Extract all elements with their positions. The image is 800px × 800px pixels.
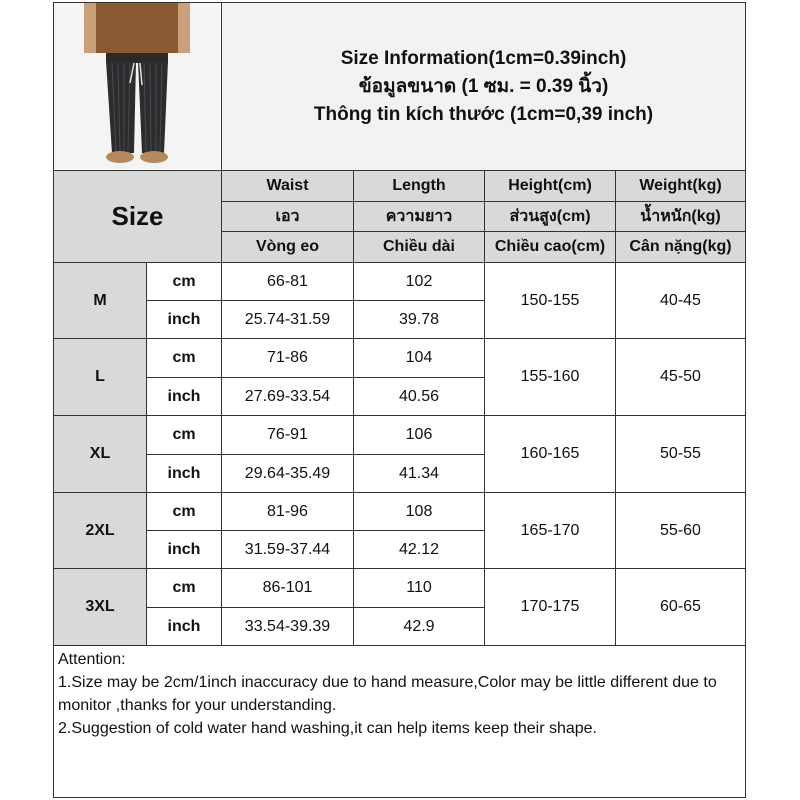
- length-inch: 39.78: [354, 301, 485, 339]
- unit-inch: inch: [147, 301, 222, 339]
- size-label: 3XL: [54, 569, 147, 646]
- waist-header-vi: Vòng eo: [222, 232, 354, 263]
- title-thai: ข้อมูลขนาด (1 ซม. = 0.39 นิ้ว): [358, 75, 609, 97]
- length-inch: 42.12: [354, 531, 485, 569]
- size-chart: [53, 2, 746, 798]
- length-cm: 106: [354, 416, 485, 455]
- unit-inch: inch: [147, 455, 222, 493]
- waist-cm: 81-96: [222, 493, 354, 531]
- waist-inch: 29.64-35.49: [222, 455, 354, 493]
- attention-notes: [54, 646, 745, 797]
- length-inch: 41.34: [354, 455, 485, 493]
- length-header-vi: Chiều dài: [354, 232, 485, 263]
- length-inch: 42.9: [354, 608, 485, 646]
- waist-inch: 31.59-37.44: [222, 531, 354, 569]
- size-label: 2XL: [54, 493, 147, 569]
- waist-header-en: Waist: [222, 171, 354, 202]
- length-inch: 40.56: [354, 378, 485, 416]
- weight-range: 60-65: [616, 569, 745, 646]
- model-pants-image: [54, 3, 220, 169]
- product-photo: [54, 3, 222, 171]
- height-range: 155-160: [485, 339, 616, 416]
- length-header-en: Length: [354, 171, 485, 202]
- notes-heading: Attention:: [58, 651, 126, 668]
- unit-cm: cm: [147, 339, 222, 378]
- height-header-vi: Chiều cao(cm): [485, 232, 616, 263]
- waist-inch: 27.69-33.54: [222, 378, 354, 416]
- unit-inch: inch: [147, 531, 222, 569]
- waist-inch: 33.54-39.39: [222, 608, 354, 646]
- unit-inch: inch: [147, 608, 222, 646]
- length-cm: 110: [354, 569, 485, 608]
- length-cm: 104: [354, 339, 485, 378]
- size-label: XL: [54, 416, 147, 493]
- length-header-th: ความยาว: [354, 202, 485, 232]
- weight-header-th: น้ำหนัก(kg): [616, 202, 745, 232]
- unit-inch: inch: [147, 378, 222, 416]
- chart-title: [222, 3, 745, 171]
- unit-cm: cm: [147, 493, 222, 531]
- length-cm: 102: [354, 263, 485, 301]
- unit-cm: cm: [147, 416, 222, 455]
- unit-cm: cm: [147, 263, 222, 301]
- size-label: M: [54, 263, 147, 339]
- title-english: Size Information(1cm=0.39inch): [340, 47, 627, 69]
- height-range: 160-165: [485, 416, 616, 493]
- weight-header-vi: Cân nặng(kg): [616, 232, 745, 263]
- waist-inch: 25.74-31.59: [222, 301, 354, 339]
- waist-cm: 86-101: [222, 569, 354, 608]
- height-header-th: ส่วนสูง(cm): [485, 202, 616, 232]
- length-cm: 108: [354, 493, 485, 531]
- height-header-en: Height(cm): [485, 171, 616, 202]
- waist-header-th: เอว: [222, 202, 354, 232]
- weight-header-en: Weight(kg): [616, 171, 745, 202]
- height-range: 170-175: [485, 569, 616, 646]
- notes-line-2: 2.Suggestion of cold water hand washing,it can help items keep their shape.: [58, 720, 597, 737]
- unit-cm: cm: [147, 569, 222, 608]
- size-label: L: [54, 339, 147, 416]
- height-range: 150-155: [485, 263, 616, 339]
- weight-range: 55-60: [616, 493, 745, 569]
- waist-cm: 66-81: [222, 263, 354, 301]
- height-range: 165-170: [485, 493, 616, 569]
- weight-range: 45-50: [616, 339, 745, 416]
- size-column-header: Size: [54, 171, 222, 263]
- notes-line-1: 1.Size may be 2cm/1inch inaccuracy due to hand measure,Color may be little different due to monitor ,thanks for your understanding.: [58, 674, 717, 714]
- weight-range: 50-55: [616, 416, 745, 493]
- weight-range: 40-45: [616, 263, 745, 339]
- waist-cm: 71-86: [222, 339, 354, 378]
- title-vietnamese: Thông tin kích thước (1cm=0,39 inch): [313, 103, 654, 125]
- waist-cm: 76-91: [222, 416, 354, 455]
